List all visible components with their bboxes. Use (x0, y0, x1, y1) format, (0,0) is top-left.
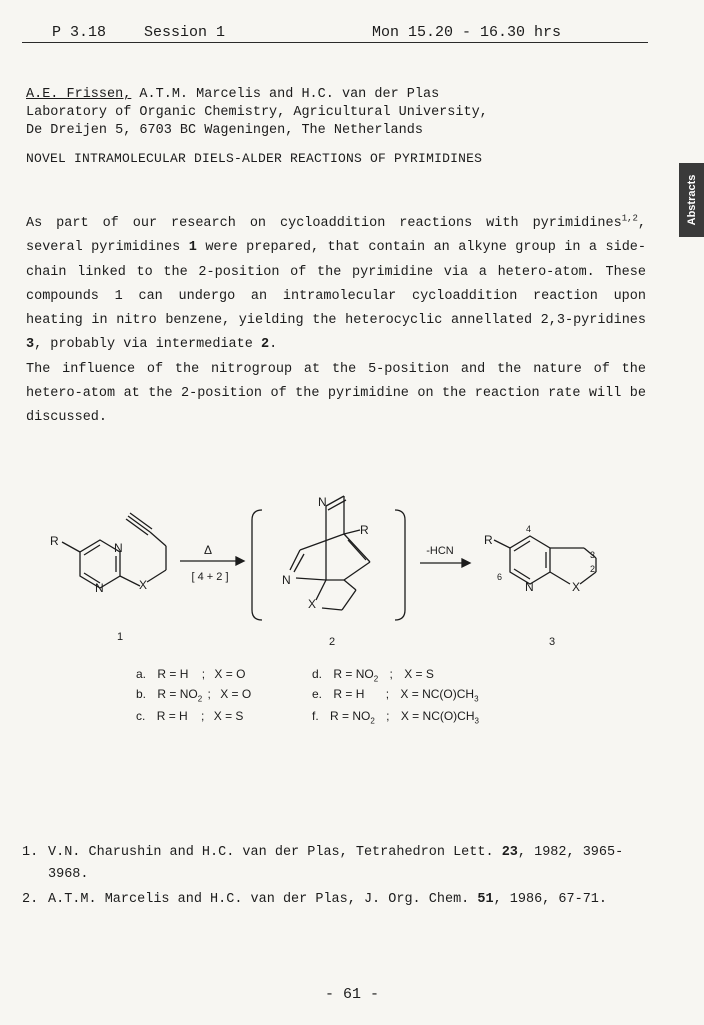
row-r-value: R = NO (330, 709, 371, 723)
references (22, 842, 652, 911)
substituent-row-d: d. $R = NO_2$ ; X = S (312, 667, 434, 684)
row-r-subscript: 2 (370, 716, 375, 726)
row-key: b. (136, 687, 147, 701)
reference-pages: , 1986, 67-71. (493, 892, 607, 907)
compound-2-structure (290, 496, 370, 610)
compound-ref-1: 1 (188, 240, 197, 256)
row-key: a. (136, 667, 147, 681)
arrow-1-delta-label: Δ (203, 543, 213, 557)
compound-3-pos2-label: 2 (590, 564, 596, 574)
substituent-row-f: f. $R = NO_2$ ; $X = NC(O)CH_3$ (312, 709, 479, 726)
compound-3-r-label: R (484, 533, 493, 547)
row-key: f. (312, 709, 319, 723)
bracket-left (252, 510, 262, 620)
arrow-1-cycloaddition-label: [ 4 + 2 ] (191, 571, 229, 583)
reference-2 (22, 889, 652, 911)
presenting-author: A.E. Frissen, (26, 87, 132, 102)
row-r-value: R = H (156, 709, 188, 723)
reference-number: 1. (22, 845, 39, 860)
compound-3-n-label: N (525, 580, 534, 594)
row-r-value: R = NO (157, 687, 198, 701)
compound-3-pos4-label: 4 (526, 524, 532, 534)
row-x-value: X = O (214, 667, 246, 681)
reference-volume: 51 (477, 892, 494, 907)
substituent-row-b: b. $R = NO_2$ ; X = O (136, 687, 252, 704)
p1-text-e: . (269, 337, 278, 353)
row-key: c. (136, 709, 146, 723)
compound-ref-3: 3 (26, 337, 35, 353)
header-rule (22, 42, 648, 43)
row-x-subscript: 3 (474, 716, 479, 726)
session-time: Mon 15.20 - 16.30 hrs (372, 24, 562, 41)
page-number: - 61 - (324, 986, 379, 1003)
substituent-row-a: a. R = H ; X = O (136, 667, 246, 681)
compound-2-number: 2 (328, 636, 336, 648)
compound-1-x-label: X (139, 578, 148, 592)
row-x-subscript: 3 (474, 694, 479, 704)
compound-1-r-label: R (50, 534, 59, 548)
reference-pages: , 1982, 3965-3968. (48, 845, 624, 882)
affiliation-line-2: De Dreijen 5, 6703 BC Wageningen, The Netherlands (26, 123, 423, 138)
compound-1-n1-label: N (114, 541, 123, 555)
row-key: e. (312, 687, 323, 701)
reference-number: 2. (22, 892, 39, 907)
affiliation-line-1: Laboratory of Organic Chemistry, Agricultural University, (26, 105, 488, 120)
session-label: Session 1 (144, 24, 226, 41)
substituent-table (0, 663, 704, 733)
row-x-value: X = S (213, 709, 244, 723)
abstract-title: NOVEL INTRAMOLECULAR DIELS-ALDER REACTIONS OF PYRIMIDINES (26, 151, 483, 166)
compound-3-structure (494, 536, 596, 584)
arrow-2-hcn-label: -HCN (426, 545, 454, 557)
reaction-scheme (0, 470, 704, 670)
row-x-value: X = O (220, 687, 252, 701)
compound-2-r-label: R (360, 523, 369, 537)
substituent-row-c: c. R = H ; X = S (136, 709, 244, 723)
compound-ref-2: 2 (260, 337, 270, 353)
compound-2-n1-label: N (318, 495, 327, 509)
reference-1 (22, 842, 652, 886)
reference-text: A.T.M. Marcelis and H.C. van der Plas, J. Org. Chem. (48, 892, 478, 907)
row-x-value: X = NC(O)CH (400, 709, 475, 723)
row-r-subscript: 2 (373, 674, 379, 684)
abstract-body (26, 212, 646, 431)
author-block (26, 86, 488, 140)
reference-volume: 23 (501, 845, 518, 860)
compound-3-pos6-label: 6 (497, 572, 503, 582)
row-r-value: R = H (157, 667, 189, 681)
row-r-subscript: 2 (197, 694, 203, 704)
author-line (26, 86, 488, 104)
page-header (22, 24, 648, 44)
p1-text-b: , several pyrimidines (26, 216, 646, 256)
row-r-value: R = NO (333, 667, 374, 681)
p1-text-c: were prepared, that contain an alkyne group in a side-chain linked to the 2-position of the pyrimidine via a hetero-atom. These compounds 1 can undergo an intramolecular cycloaddition reaction upon heating in nitro benzene, yielding the heterocyclic annellated 2,3-pyridines (26, 240, 646, 329)
row-x-value: X = S (404, 667, 434, 681)
compound-1-number: 1 (116, 631, 124, 643)
abstracts-side-tab (679, 163, 704, 237)
compound-2-n2-label: N (282, 573, 291, 587)
compound-3-number: 3 (548, 636, 556, 648)
co-authors: A.T.M. Marcelis and H.C. van der Plas (131, 87, 440, 102)
reference-text: V.N. Charushin and H.C. van der Plas, Tetrahedron Lett. (48, 845, 502, 860)
poster-code: P 3.18 (52, 24, 107, 41)
p1-text-a: As part of our research on cycloaddition reactions with pyrimidines (26, 216, 622, 231)
citation-superscript: 1,2 (621, 213, 638, 224)
row-x-value: X = NC(O)CH (400, 687, 475, 701)
compound-2-x-label: X (308, 597, 317, 611)
side-tab-label: Abstracts (685, 174, 698, 226)
compound-1-n2-label: N (95, 581, 104, 595)
reaction-scheme-svg (0, 470, 704, 670)
compound-3-pos3-label: 3 (590, 550, 596, 560)
paragraph-1 (26, 212, 646, 358)
row-r-value: R = H (333, 687, 365, 701)
compound-3-x-label: X (572, 580, 581, 594)
row-key: d. (312, 667, 323, 681)
paragraph-2: The influence of the nitrogroup at the 5-position and the nature of the hetero-atom at the 2-position of the pyrimidine on the reaction rate will be discussed. (26, 361, 646, 426)
p1-text-d: , probably via intermediate (34, 337, 261, 353)
substituent-row-e: e. R = H ; $X = NC(O)CH_3$ (312, 687, 479, 704)
bracket-right (395, 510, 405, 620)
